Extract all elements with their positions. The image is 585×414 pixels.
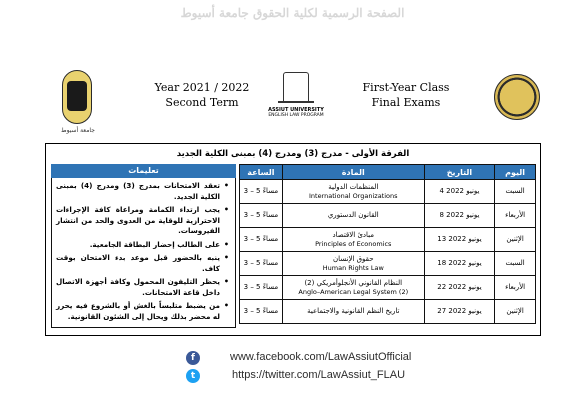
table-row — [240, 228, 536, 252]
instruction-item: • ينبه بالحضور قبل موعد بدء الامتحان بوقت كاف. — [56, 253, 220, 274]
exam-schedule-table — [239, 164, 536, 324]
academic-year: Year 2021 / 2022 — [154, 81, 250, 94]
time-cell: 3 – 5 مساءً — [240, 180, 283, 204]
subject-en: Anglo–American Legal System (2) — [298, 287, 409, 296]
date-cell: 13 يونيو 2022 — [424, 228, 494, 252]
col-day: اليوم — [495, 165, 536, 180]
faculty-seal-icon — [494, 74, 540, 120]
day-cell: الأربعاء — [495, 204, 536, 228]
class-title: First-Year Class — [362, 81, 450, 94]
subject-en: Principles of Economics — [315, 239, 392, 248]
table-row — [240, 276, 536, 300]
exam-title-block — [346, 80, 466, 110]
subject-en: Human Rights Law — [322, 263, 384, 272]
time-cell: 3 – 5 مساءً — [240, 228, 283, 252]
logo-university: ASSIUT UNIVERSITY — [268, 107, 324, 113]
document-header — [44, 62, 544, 132]
day-cell: الإثنين — [495, 300, 536, 324]
subject-cell — [282, 276, 424, 300]
subject-ar: المنظمات الدولية — [328, 182, 379, 191]
facebook-link-row[interactable] — [186, 351, 456, 367]
time-cell: 3 – 5 مساءً — [240, 300, 283, 324]
date-cell: 27 يونيو 2022 — [424, 300, 494, 324]
col-time: الساعة — [240, 165, 283, 180]
scales-icon — [283, 72, 309, 101]
subject-cell — [282, 252, 424, 276]
time-cell: 3 – 5 مساءً — [240, 276, 283, 300]
twitter-icon: t — [186, 369, 200, 383]
schedule-caption: الفرقة الأولى - مدرج (3) ومدرج (4) بمبنى الكلية الجديد — [176, 149, 410, 159]
instructions-body — [51, 178, 236, 328]
time-cell: 3 – 5 مساءً — [240, 204, 283, 228]
date-cell: 8 يونيو 2022 — [424, 204, 494, 228]
term: Second Term — [165, 96, 239, 109]
instructions-panel — [51, 164, 236, 330]
day-cell: السبت — [495, 180, 536, 204]
subject-cell — [282, 228, 424, 252]
subject-cell — [282, 300, 424, 324]
university-seal-label: جامعة أسيوط — [61, 127, 95, 134]
instruction-item: • من يضبط متلبساً بالغش أو بالشروع فيه يحرر له محضر بذلك ويحال إلى الشئون القانونية. — [56, 301, 220, 322]
subject-ar: تاريخ النظم القانونية والاجتماعية — [307, 307, 400, 315]
day-cell: السبت — [495, 252, 536, 276]
table-row — [240, 252, 536, 276]
twitter-link[interactable]: https://twitter.com/LawAssiut_FLAU — [232, 369, 406, 381]
program-logo — [266, 72, 326, 128]
day-cell: الأربعاء — [495, 276, 536, 300]
col-date: التاريخ — [424, 165, 494, 180]
instruction-item: • يجب ارتداء الكمامة ومراعاة كافة الإجراءات الاحترازية للوقاية من العدوى والحد من انتشار الفيروسات. — [56, 205, 220, 237]
instructions-header: تعليمات — [51, 164, 236, 178]
date-cell: 18 يونيو 2022 — [424, 252, 494, 276]
instruction-item: • يحظر التليفون المحمول وكافة أجهزة الاتصال داخل قاعة الامتحانات. — [56, 277, 220, 298]
schedule-frame — [45, 143, 541, 336]
instructions-list — [56, 181, 230, 322]
logo-program: ENGLISH LAW PROGRAM — [268, 113, 324, 118]
subject-en: International Organizations — [309, 191, 398, 200]
facebook-link[interactable]: www.facebook.com/LawAssiutOfficial — [230, 351, 412, 363]
instruction-item: • على الطالب إحضار البطاقة الجامعية. — [56, 240, 220, 251]
twitter-link-row[interactable] — [186, 369, 456, 385]
table-row — [240, 300, 536, 324]
date-cell: 4 يونيو 2022 — [424, 180, 494, 204]
day-cell: الإثنين — [495, 228, 536, 252]
page-banner: الصفحة الرسمية لكلية الحقوق جامعة أسيوط — [180, 6, 405, 20]
table-row — [240, 204, 536, 228]
date-cell: 22 يونيو 2022 — [424, 276, 494, 300]
col-subject: المادة — [282, 165, 424, 180]
university-seal-icon — [61, 70, 95, 134]
subject-ar: مبادئ الاقتصاد — [332, 230, 375, 239]
table-header-row — [240, 165, 536, 180]
subject-ar: حقوق الإنسان — [333, 254, 374, 263]
subject-cell — [282, 180, 424, 204]
academic-year-block — [142, 80, 262, 110]
subject-ar: القانون الدستوري — [327, 211, 379, 219]
time-cell: 3 – 5 مساءً — [240, 252, 283, 276]
subject-cell — [282, 204, 424, 228]
table-row — [240, 180, 536, 204]
exam-type: Final Exams — [371, 96, 441, 109]
instruction-item: • تعقد الامتحانات بمدرج (3) ومدرج (4) بمبنى الكلية الجديد. — [56, 181, 220, 202]
subject-ar: النظام القانوني الأنجلوأمريكي (2) — [304, 278, 403, 287]
facebook-icon: f — [186, 351, 200, 365]
